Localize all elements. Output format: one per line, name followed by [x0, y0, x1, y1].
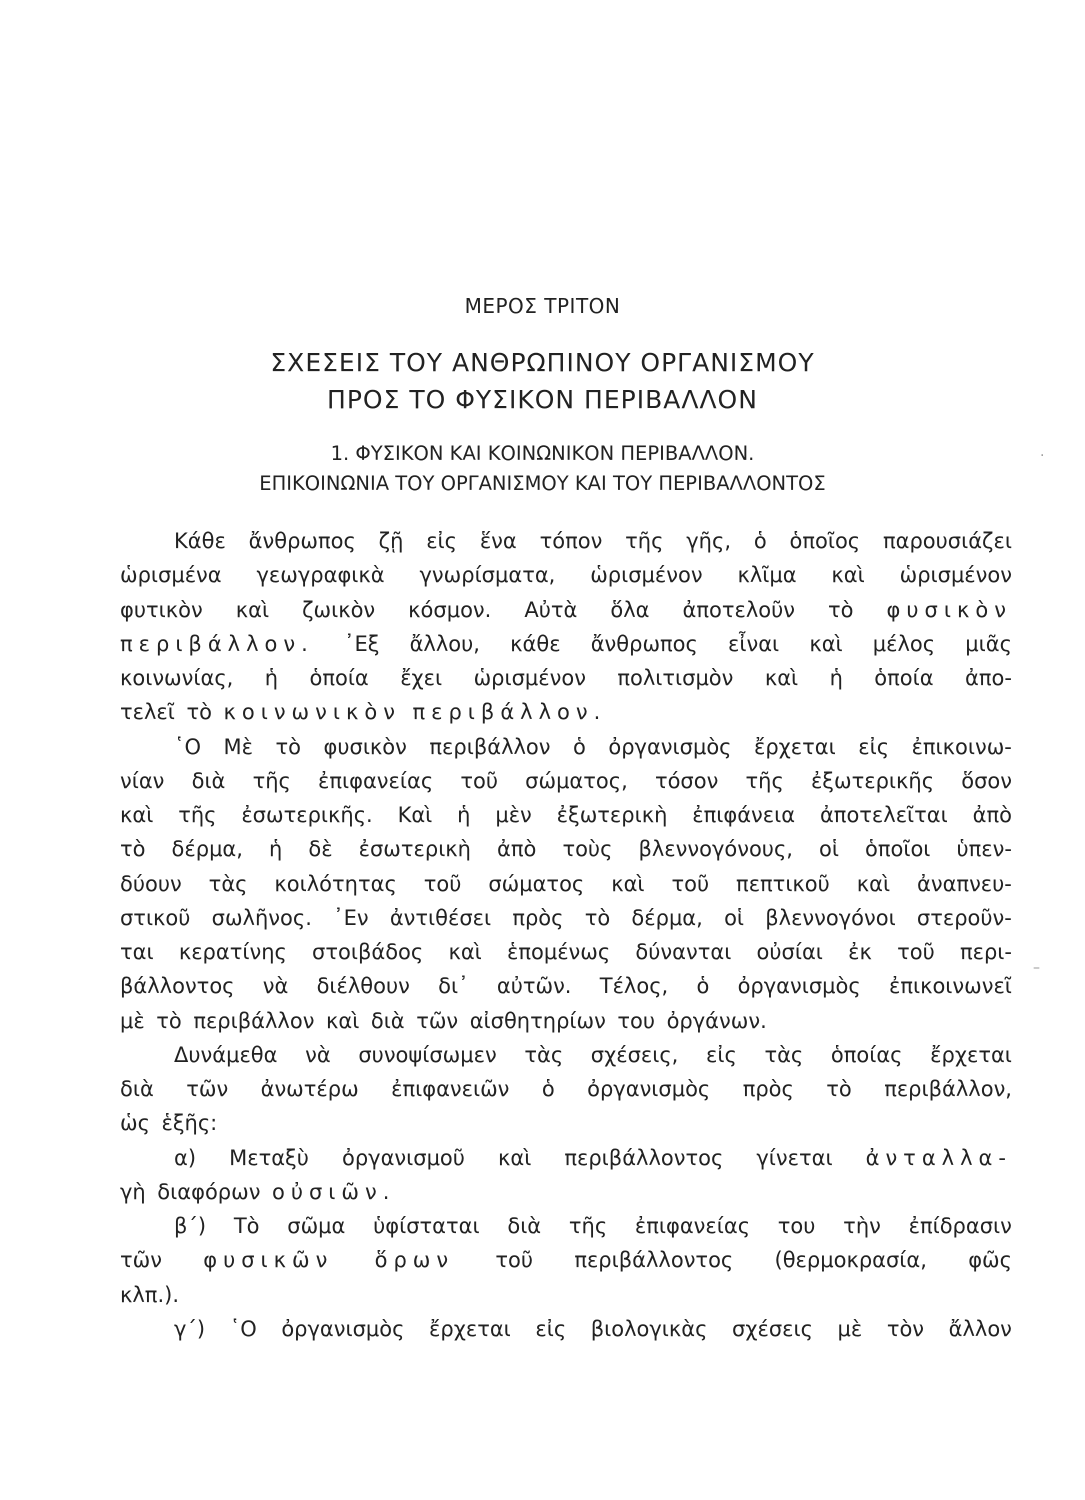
word: ὁποίας: [830, 1042, 903, 1067]
word: ὁ: [696, 974, 710, 999]
word: τῆς: [568, 1214, 608, 1238]
word: ὡρισμένον: [473, 666, 586, 690]
word: ᾿Εξ: [343, 631, 380, 656]
word: ἄνθρωπος: [248, 529, 356, 553]
word: νὰ: [262, 974, 289, 999]
text-line: [120, 695, 1012, 729]
main-title: [0, 344, 1085, 418]
word: περιβάλλοντος: [574, 1248, 734, 1273]
word: ὅλα: [610, 597, 650, 622]
word: ᾿Εν: [333, 905, 369, 930]
word: φυσικὸν: [886, 597, 1012, 622]
word: τὰς: [208, 871, 248, 896]
text-line: [120, 1038, 1012, 1072]
word: τοῦ: [460, 768, 498, 793]
word: σώματος: [488, 871, 585, 896]
word: γεωγραφικὰ: [256, 563, 385, 588]
text-line: [120, 798, 1012, 832]
word: τοῦ: [897, 940, 935, 964]
word: οὐσιῶν.: [272, 1179, 396, 1204]
word: τὸ: [826, 1077, 852, 1101]
text-line: [120, 661, 1012, 695]
word: γνωρίσματα,: [419, 563, 556, 588]
word: ἡ: [269, 837, 283, 862]
word: τὴν: [843, 1214, 881, 1238]
text-line: [120, 764, 1012, 798]
word: ῾Ο: [229, 1316, 257, 1341]
word: καὶ: [611, 871, 645, 896]
word: Κάθε: [174, 529, 226, 553]
word: περιβάλλον: [429, 734, 551, 759]
main-title-line-2: ΠΡΟΣ ΤΟ ΦΥΣΙΚΟΝ ΠΕΡΙΒΑΛΛΟΝ: [327, 385, 758, 414]
word: εἰς: [706, 1042, 737, 1067]
word: περιβάλλον.: [412, 700, 607, 725]
word: φυτικὸν: [120, 597, 203, 622]
word: φυσικὸν: [323, 734, 407, 759]
word: ὡρισμένα: [120, 563, 222, 588]
word: ὁποία: [309, 666, 369, 690]
word: Τέλος,: [599, 974, 669, 999]
word: κοινωνίας,: [120, 666, 234, 690]
word: τῶν: [120, 1248, 162, 1273]
word: διέλθουν: [316, 974, 410, 999]
word: ἄλλον: [948, 1316, 1012, 1341]
text-line: [120, 832, 1012, 866]
word: Δυνάμεθα: [174, 1042, 278, 1067]
word: δέρμα,: [631, 905, 703, 930]
word: εἰς: [535, 1316, 567, 1341]
word: (θερμοκρασία,: [774, 1248, 927, 1273]
word: ἕνα: [479, 529, 517, 553]
word: ὑπεν-: [956, 837, 1012, 862]
word: τῶν: [416, 1008, 459, 1033]
word: οἱ: [819, 837, 839, 862]
word: ὀργανισμὸς: [608, 734, 732, 759]
word: ὅσον: [961, 768, 1012, 793]
text-line: [120, 730, 1012, 764]
word: κοιλότητας: [274, 871, 397, 896]
word: περι-: [959, 940, 1012, 964]
word: ὁ: [573, 734, 586, 759]
text-line: [120, 593, 1012, 627]
word: ὁποῖος: [789, 529, 861, 553]
word: τῶν: [186, 1077, 229, 1101]
word: ἔρχεται: [930, 1042, 1012, 1067]
text-line: [120, 1278, 1012, 1312]
word: νὰ: [305, 1042, 331, 1067]
word: διαφόρων: [157, 1179, 261, 1204]
word: τὸ: [120, 837, 146, 862]
word: ἐπίδρασιν: [908, 1214, 1012, 1238]
word: ἄνθρωπος: [590, 631, 698, 656]
word: ἡ: [264, 666, 279, 690]
word: διὰ: [507, 1214, 542, 1238]
text-line: [120, 1072, 1012, 1106]
word: καὶ: [497, 1145, 532, 1170]
word: ὀργάνων.: [666, 1008, 767, 1033]
word: καὶ: [764, 666, 799, 690]
word: βιολογικὰς: [590, 1316, 708, 1341]
word: ἀποτελεῖται: [819, 803, 948, 827]
word: σῶμα: [287, 1214, 346, 1238]
word: ζῇ: [378, 529, 404, 553]
word: του: [617, 1008, 656, 1033]
word: ὁ: [753, 529, 767, 553]
text-line: [120, 901, 1012, 935]
word: σωλῆνος.: [211, 905, 312, 930]
section-heading: [0, 439, 1085, 499]
word: περιβάλλον,: [884, 1077, 1012, 1101]
word: εἰς: [426, 529, 457, 553]
word: ὀργανισμοῦ: [341, 1145, 465, 1170]
word: διὰ: [191, 768, 226, 793]
word: Τὸ: [233, 1214, 260, 1238]
word: α): [174, 1145, 197, 1170]
word: μιᾶς: [965, 631, 1012, 656]
text-line: [120, 969, 1012, 1003]
word: τῆς: [252, 768, 291, 793]
word: ἔρχεται: [754, 734, 836, 759]
word: δὲ: [308, 837, 333, 862]
word: ὡς: [120, 1111, 150, 1136]
word: εἰς: [858, 734, 890, 759]
word: εἶναι: [728, 631, 780, 656]
word: ἐκ: [848, 940, 872, 964]
word: ἐπικοινω-: [911, 734, 1012, 759]
word: ἑξῆς:: [161, 1111, 218, 1136]
word: διὰ: [370, 1008, 405, 1033]
word: καὶ: [120, 803, 154, 827]
word: γ΄): [174, 1316, 206, 1341]
word: ὡρισμένον: [899, 563, 1012, 588]
word: ὁποία: [874, 666, 934, 690]
word: σώματος,: [525, 768, 628, 793]
word: διὰ: [120, 1077, 154, 1101]
word: παρουσιάζει: [882, 529, 1012, 553]
word: κλῖμα: [737, 563, 797, 588]
word: στοιβάδος: [312, 940, 424, 964]
word: ἄλλου,: [409, 631, 480, 656]
word: μὲν: [495, 803, 532, 827]
word: Αὐτὰ: [524, 597, 578, 622]
word: ὁ: [541, 1077, 555, 1101]
word: ἡ: [457, 803, 471, 827]
word: πρὸς: [512, 905, 564, 930]
word: καὶ: [235, 597, 270, 622]
word: κερατίνης: [178, 940, 287, 964]
word: γίνεται: [756, 1145, 833, 1170]
text-line: [120, 1141, 1012, 1175]
word: φῶς: [968, 1248, 1012, 1273]
word: τῆς: [625, 529, 664, 553]
word: κόσμον.: [408, 597, 492, 622]
text-line: [120, 524, 1012, 558]
word: τοῦ: [495, 1248, 534, 1273]
word: τελεῖ: [120, 700, 175, 725]
word: καὶ: [325, 1008, 360, 1033]
word: ἡ: [829, 666, 843, 690]
word: τὰς: [524, 1042, 564, 1067]
word: καὶ: [809, 631, 843, 656]
word: οἱ: [724, 905, 745, 930]
text-line: [120, 935, 1012, 969]
word: ἀναπνευ-: [917, 871, 1012, 896]
word: Μὲ: [223, 734, 254, 759]
word: βλεννογόνους,: [638, 837, 793, 862]
word: ἐσωτερικὴ: [358, 837, 471, 862]
word: ἀπὸ: [497, 837, 537, 862]
word: τὰς: [764, 1042, 804, 1067]
word: ἐσωτερικῆς.: [241, 803, 373, 827]
word: τὸ: [828, 597, 854, 622]
text-line: [120, 1243, 1012, 1277]
word: τοῦ: [671, 871, 710, 896]
word: ὀργανισμὸς: [281, 1316, 405, 1341]
word: ἀνταλλα-: [865, 1145, 1012, 1170]
word: καὶ: [856, 871, 891, 896]
section-heading-line-1: 1. ΦΥΣΙΚΟΝ ΚΑΙ ΚΟΙΝΩΝΙΚΟΝ ΠΕΡΙΒΑΛΛΟΝ.: [330, 442, 755, 465]
word: ἐπιφανειῶν: [391, 1077, 510, 1101]
word: πεπτικοῦ: [736, 871, 830, 896]
word: ἐξωτερικῆς: [810, 768, 935, 793]
word: βάλλοντος: [120, 974, 235, 999]
section-heading-line-2: ΕΠΙΚΟΙΝΩΝΙΑ ΤΟΥ ΟΡΓΑΝΙΣΜΟΥ ΚΑΙ ΤΟΥ ΠΕΡΙΒΑΛΛΟΝΤΟΣ: [259, 472, 826, 495]
word: συνοψίσωμεν: [358, 1042, 497, 1067]
word: ται: [120, 940, 154, 964]
word: δύνανται: [635, 940, 732, 964]
word: αὐτῶν.: [496, 974, 572, 999]
word: αἰσθητηρίων: [469, 1008, 606, 1033]
word: μέλος: [872, 631, 936, 656]
text-line: [120, 1106, 1012, 1140]
word: φυσικῶν: [203, 1248, 334, 1273]
word: γὴ: [120, 1179, 146, 1204]
word: ὀργανισμὸς: [587, 1077, 711, 1101]
word: Μεταξὺ: [229, 1145, 309, 1170]
word: ἑπομένως: [507, 940, 611, 964]
word: ὑφίσταται: [373, 1214, 480, 1238]
word: ὡρισμένον: [590, 563, 703, 588]
word: τοὺς: [562, 837, 613, 862]
word: τῆς: [178, 803, 217, 827]
word: καὶ: [831, 563, 865, 588]
scan-mark: –: [1033, 960, 1040, 976]
text-line: [120, 867, 1012, 901]
word: β΄): [174, 1214, 207, 1238]
word: ῾Ο: [174, 734, 202, 759]
word: ζωικὸν: [302, 597, 376, 622]
part-label: ΜΕΡΟΣ ΤΡΙΤΟΝ: [464, 294, 621, 318]
text-line: [120, 627, 1012, 661]
word: περιβάλλον: [193, 1008, 315, 1033]
word: περιβάλλον.: [120, 631, 314, 656]
main-title-line-1: ΣΧΕΣΕΙΣ ΤΟΥ ΑΝΘΡΩΠΙΝΟΥ ΟΡΓΑΝΙΣΜΟΥ: [270, 348, 815, 377]
word: ἀπὸ: [972, 803, 1012, 827]
word: κάθε: [510, 631, 561, 656]
text-line: [120, 558, 1012, 592]
word: ὅρων: [374, 1248, 455, 1273]
word: τὸν: [886, 1316, 925, 1341]
word: ὁποῖοι: [865, 837, 931, 862]
word: ἐπιφανείας: [634, 1214, 751, 1238]
word: του: [777, 1214, 816, 1238]
word: σχέσεις,: [590, 1042, 679, 1067]
word: μὲ: [120, 1008, 145, 1033]
word: γῆς,: [686, 529, 731, 553]
word: δύουν: [120, 871, 182, 896]
word: κοινωνικὸν: [223, 700, 401, 725]
word: δέρμα,: [171, 837, 243, 862]
word: ὀργανισμὸς: [737, 974, 861, 999]
word: ἔχει: [400, 666, 443, 690]
word: τόπον: [539, 529, 603, 553]
word: περιβάλλοντος: [564, 1145, 724, 1170]
word: πρὸς: [742, 1077, 794, 1101]
word: ἐξωτερικὴ: [556, 803, 668, 827]
word: σχέσεις: [732, 1316, 813, 1341]
word: τὸ: [584, 905, 611, 930]
word: τὸ: [186, 700, 212, 725]
word: καὶ: [448, 940, 482, 964]
word: στικοῦ: [120, 905, 191, 930]
word: ἐπικοινωνεῖ: [888, 974, 1012, 999]
word: στεροῦν-: [916, 905, 1012, 930]
word: ἐπιφάνεια: [692, 803, 796, 827]
word: ἐπιφανείας: [318, 768, 434, 793]
word: δι᾿: [438, 974, 469, 999]
text-line: [120, 1209, 1012, 1243]
word: ἀντιθέσει: [389, 905, 492, 930]
word: ἀνωτέρω: [260, 1077, 359, 1101]
word: νίαν: [120, 768, 165, 793]
body-text: [120, 524, 1012, 1346]
text-line: [120, 1312, 1012, 1346]
word: κλπ.).: [120, 1282, 179, 1307]
word: Καὶ: [397, 803, 433, 827]
text-line: [120, 1004, 1012, 1038]
word: μὲ: [837, 1316, 863, 1341]
word: τὸ: [156, 1008, 182, 1033]
word: ἔρχεται: [429, 1316, 511, 1341]
word: ἀποτελοῦν: [682, 597, 796, 622]
text-line: [120, 1175, 1012, 1209]
word: πολιτισμὸν: [617, 666, 734, 690]
word: οὐσίαι: [756, 940, 823, 964]
word: τῆς: [745, 768, 784, 793]
word: βλεννογόνοι: [765, 905, 896, 930]
word: τόσον: [654, 768, 719, 793]
word: ἀπο-: [965, 666, 1012, 690]
word: τοῦ: [423, 871, 462, 896]
word: τὸ: [275, 734, 302, 759]
scan-mark: ·: [1040, 448, 1045, 464]
